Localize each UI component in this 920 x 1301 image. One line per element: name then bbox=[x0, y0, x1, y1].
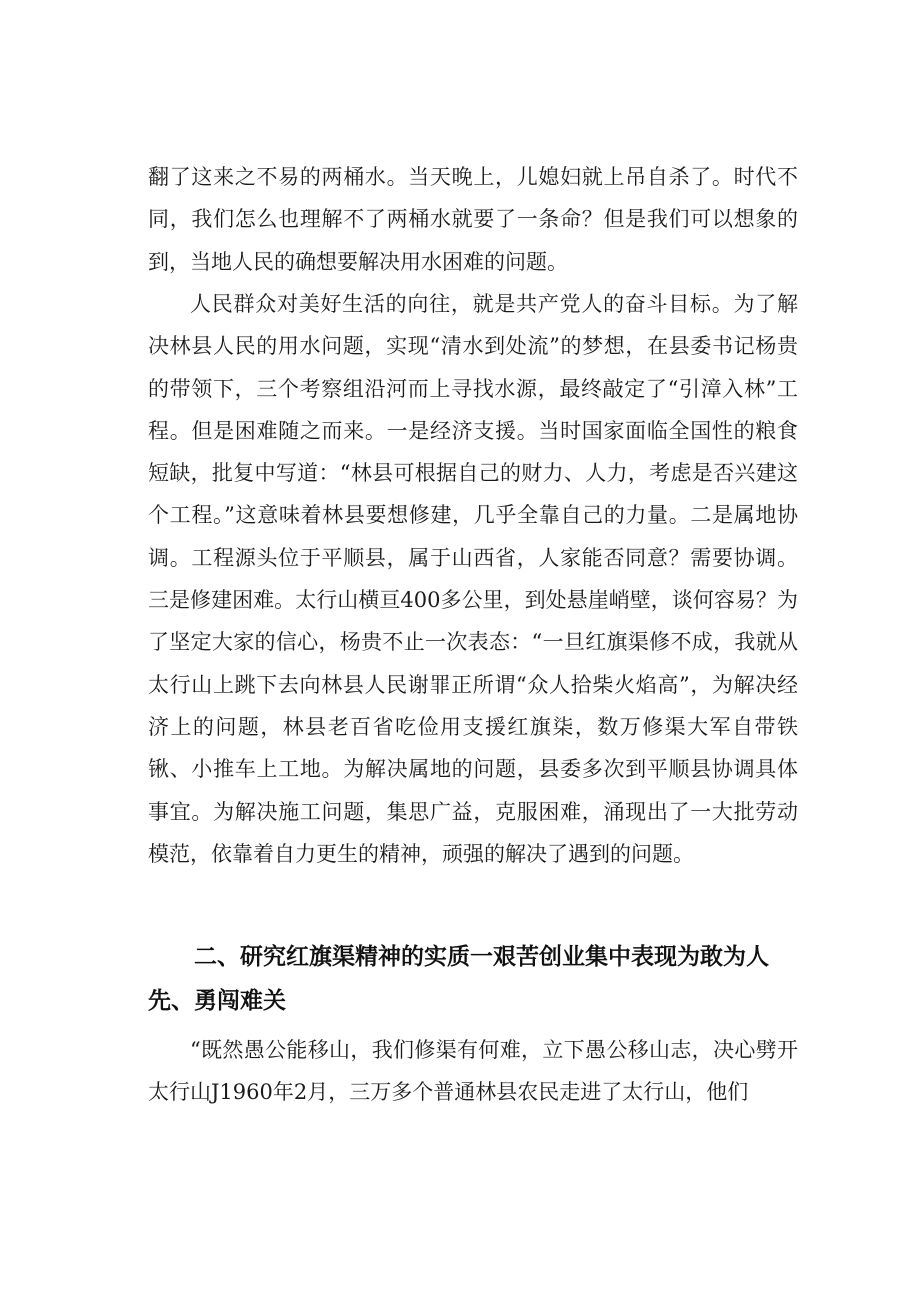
paragraph-continuation bbox=[148, 156, 798, 283]
paragraph-text: 翻了这来之不易的两桶水。当天晚上，儿媳妇就上吊自杀了。时代不同，我们怎么也理解不了两桶水就要了一条命？但是我们可以想象的到，当地人民的确想要解决用水困难的问题。 bbox=[148, 165, 798, 274]
paragraph-text: 人民群众对美好生活的向往，就是共产党人的奋斗目标。为了解决林县人民的用水问题，实现“清水到处流”的梦想，在县委书记杨贵的带领下，三个考察组沿河而上寻找水源，最终敲定了“引漳入林”工程。但是困难随之而来。一是经济支援。当时国家面临全国性的粮食短缺，批复中写道：“林县可根据自己的财力、人力，考虑是否兴建这个工程。”这意味着林县要想修建，几乎全靠自己的力量。二是属地协调。工程源头位于平顺县，属于山西省，人家能否同意？需要协调。三是修建困难。太行山横亘400多公里，到处悬崖峭壁，谈何容易？为了坚定大家的信心，杨贵不止一次表态：“一旦红旗渠修不成，我就从太行山上跳下去向林县人民谢罪正所谓“众人拾柴火焰高”，为解决经济上的问题，林县老百省吃俭用支援红旗柒，数万修渠大军自带铁锹、小推车上工地。为解决属地的问题，县委多次到平顺县协调具体事宜。为解决施工问题，集思广益，克服困难，涌现出了一大批劳动模范，依靠着自力更生的精神，顽强的解决了遇到的问题。 bbox=[148, 292, 798, 866]
paragraph-water-project bbox=[148, 283, 798, 875]
section-heading: 二、研究红旗渠精神的实质一艰苦创业集中表现为敢为人先、勇闯难关 bbox=[148, 944, 769, 1014]
paragraph-text: “既然愚公能移山，我们修渠有何难，立下愚公移山志，决心劈开太行山J1960年2月，三万多个普通林县农民走进了太行山，他们 bbox=[148, 1038, 798, 1105]
paragraph-yugong-quote bbox=[148, 1029, 798, 1114]
